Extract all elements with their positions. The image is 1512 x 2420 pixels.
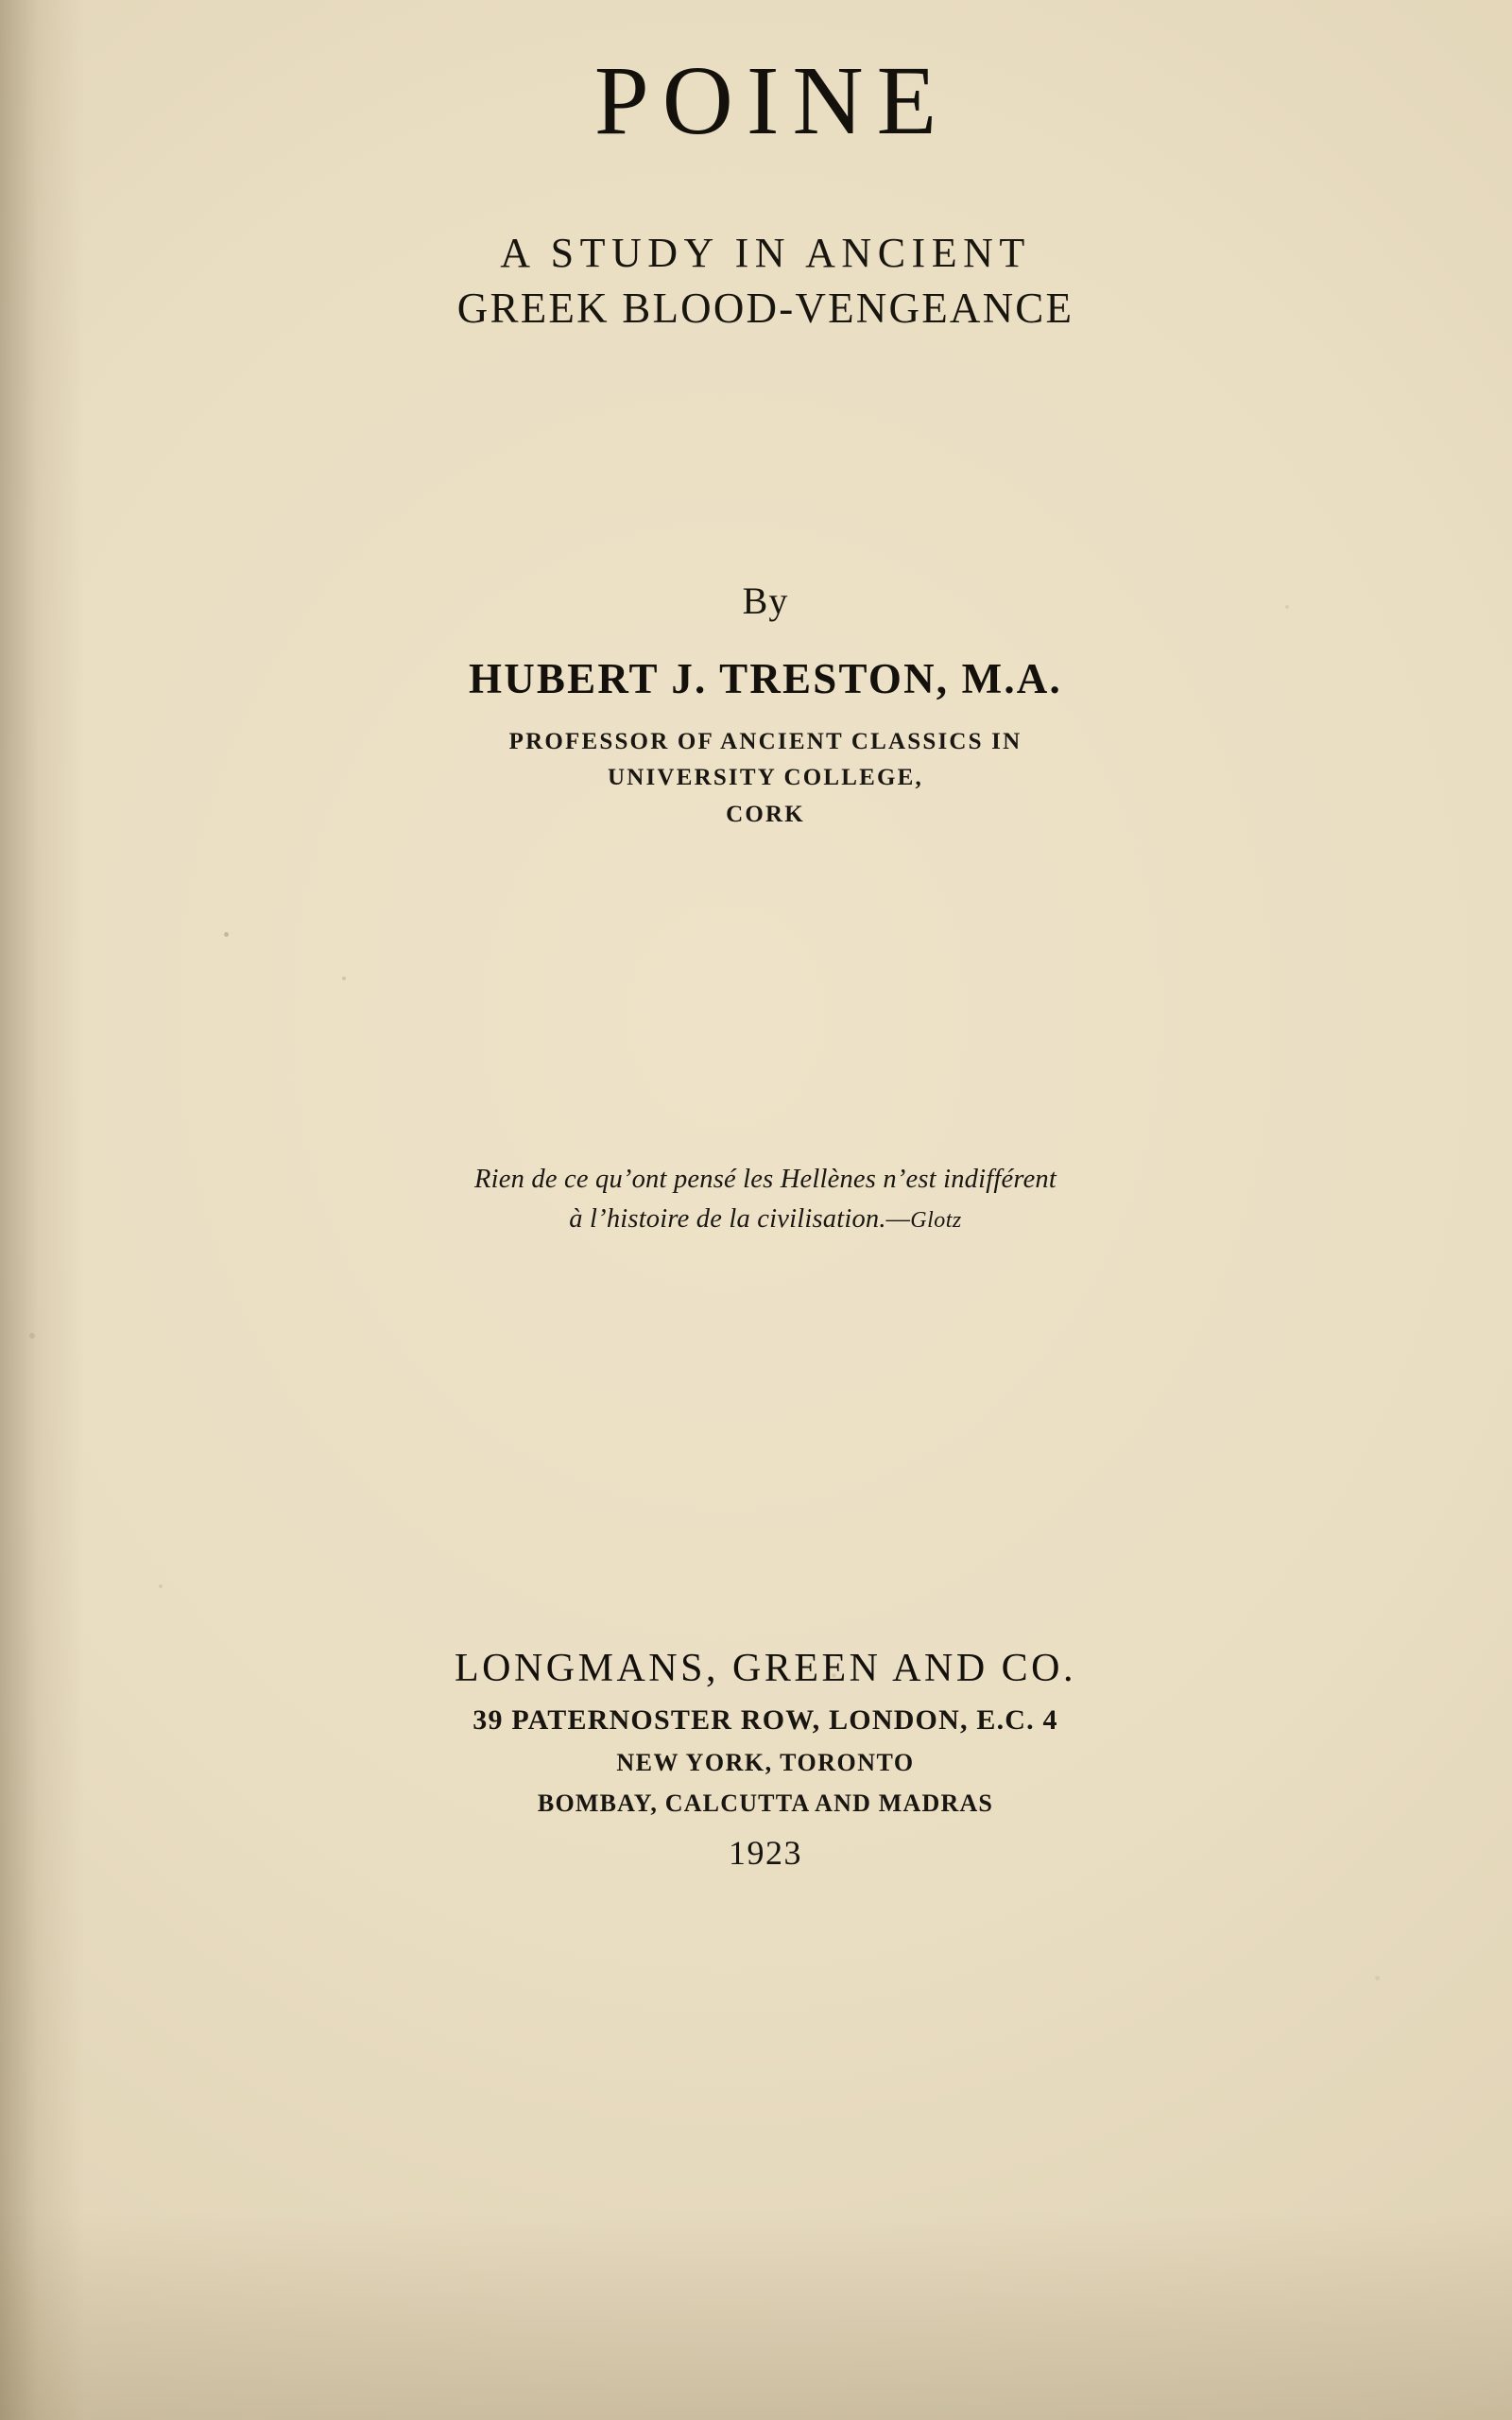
epigraph-source: Glotz — [910, 1208, 962, 1234]
book-subtitle-line1: A STUDY IN ANCIENT — [500, 230, 1031, 277]
book-title: POINE — [593, 46, 951, 155]
byline-label: By — [742, 579, 789, 622]
publisher-imprint — [123, 1239, 1408, 1873]
epigraph-line2-text: à l’histoire de la civilisation.— — [569, 1204, 911, 1235]
epigraph-line1: Rien de ce qu’ont pensé les Hellènes n’est indifférent — [474, 1164, 1057, 1194]
affiliation-line1: PROFESSOR OF ANCIENT CLASSICS IN — [508, 728, 1022, 754]
publisher-address-line3: BOMBAY, CALCUTTA AND MADRAS — [537, 1789, 994, 1818]
author-affiliation — [123, 703, 1408, 834]
book-subtitle — [123, 152, 1408, 337]
epigraph — [123, 834, 1408, 1239]
affiliation-line2: UNIVERSITY COLLEGE, — [608, 765, 923, 791]
epigraph-line2 — [123, 1200, 1408, 1239]
publisher-address-line2: NEW YORK, TORONTO — [616, 1749, 915, 1777]
publication-year: 1923 — [729, 1834, 802, 1873]
publisher-address-line1: 39 PATERNOSTER ROW, LONDON, E.C. 4 — [472, 1704, 1058, 1737]
affiliation-line3: CORK — [726, 802, 805, 828]
book-subtitle-line2: GREEK BLOOD-VENGEANCE — [456, 285, 1074, 333]
publisher-name: LONGMANS, GREEN AND CO. — [454, 1647, 1077, 1691]
author-name: HUBERT J. TRESTON, M.A. — [469, 654, 1062, 702]
